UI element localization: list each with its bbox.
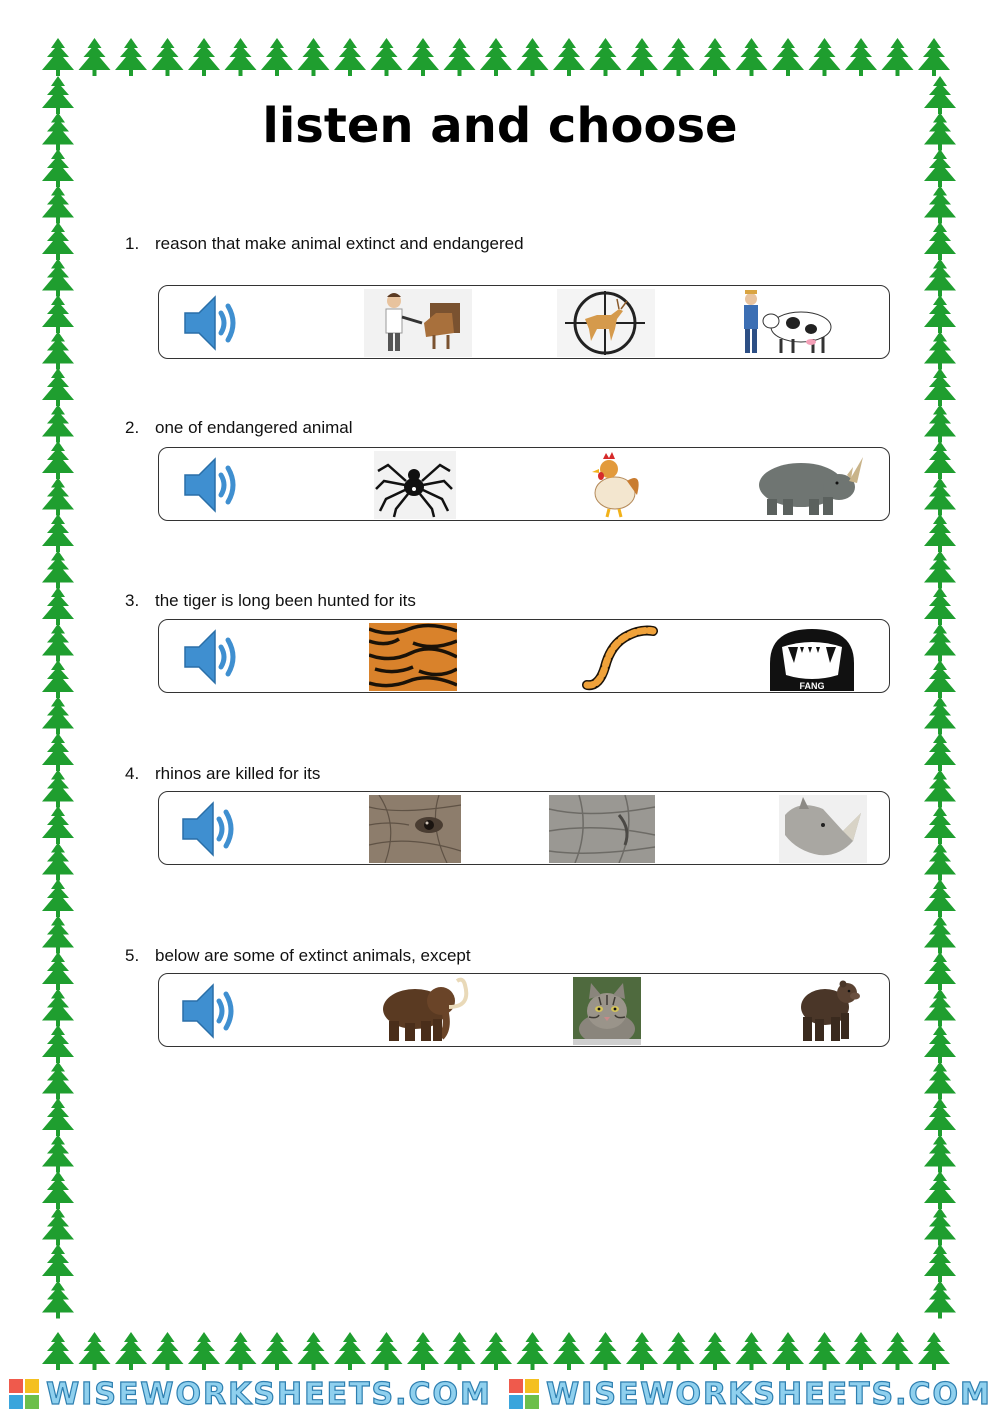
tree-icon: [924, 295, 956, 333]
tree-icon: [371, 38, 403, 76]
question-text: reason that make animal extinct and endangered: [155, 234, 524, 253]
tree-icon: [42, 624, 74, 662]
tree-icon: [42, 989, 74, 1027]
tree-icon: [924, 441, 956, 479]
speaker-icon[interactable]: [181, 453, 243, 517]
tree-icon: [924, 1208, 956, 1246]
tree-icon: [42, 441, 74, 479]
tree-icon: [407, 1332, 439, 1370]
question-number: 2.: [125, 418, 140, 437]
question-number: 5.: [125, 946, 140, 965]
tree-icon: [772, 1332, 804, 1370]
answer-row-2: [158, 447, 890, 521]
tree-icon: [225, 38, 257, 76]
tree-icon: [809, 38, 841, 76]
rhino-skin-picture[interactable]: [549, 795, 655, 863]
speaker-icon[interactable]: [181, 625, 243, 689]
hen-picture[interactable]: [587, 451, 643, 519]
tree-icon: [480, 1332, 512, 1370]
answer-row-5: [158, 973, 890, 1047]
tree-icon: [924, 405, 956, 443]
tree-icon: [42, 952, 74, 990]
tree-icon: [152, 1332, 184, 1370]
tree-icon: [42, 1025, 74, 1063]
tree-icon: [115, 1332, 147, 1370]
tree-icon: [924, 1025, 956, 1063]
tree-icon: [42, 1208, 74, 1246]
tree-icon: [42, 222, 74, 260]
brand-logo-icon: [8, 1378, 40, 1410]
tree-icon: [444, 1332, 476, 1370]
tree-icon: [42, 916, 74, 954]
question-3: [125, 591, 416, 611]
tree-icon: [845, 38, 877, 76]
tree-icon: [924, 514, 956, 552]
tree-icon: [924, 222, 956, 260]
footer-watermark: [0, 1375, 1000, 1413]
tree-icon: [924, 1171, 956, 1209]
tree-icon: [42, 1281, 74, 1319]
question-2: [125, 418, 353, 438]
tree-icon: [42, 405, 74, 443]
tree-icon: [42, 660, 74, 698]
tree-icon: [924, 149, 956, 187]
tree-icon: [42, 38, 74, 76]
tree-icon: [924, 1244, 956, 1282]
brand-text: WISEWORKSHEETS.COM: [546, 1376, 992, 1412]
tree-icon: [42, 295, 74, 333]
tree-icon: [845, 1332, 877, 1370]
question-text: the tiger is long been hunted for its: [155, 591, 416, 610]
tree-icon: [42, 770, 74, 808]
footer-brand: [8, 1377, 492, 1412]
tree-icon: [924, 368, 956, 406]
tree-icon: [918, 38, 950, 76]
tree-icon: [736, 1332, 768, 1370]
tree-icon: [261, 1332, 293, 1370]
tree-icon: [924, 806, 956, 844]
vet-with-animal-picture[interactable]: [364, 289, 472, 357]
tree-icon: [736, 38, 768, 76]
question-text: rhinos are killed for its: [155, 764, 321, 783]
tree-icon: [626, 38, 658, 76]
tree-icon: [924, 879, 956, 917]
tree-icon: [42, 843, 74, 881]
tree-icon: [42, 514, 74, 552]
tree-icon: [42, 1098, 74, 1136]
tree-icon: [924, 587, 956, 625]
tree-icon: [42, 186, 74, 224]
cat-picture[interactable]: [573, 977, 641, 1045]
tree-icon: [298, 38, 330, 76]
tree-icon: [924, 1062, 956, 1100]
footer-brand: [508, 1377, 992, 1412]
question-1: [125, 234, 524, 254]
bear-picture[interactable]: [785, 977, 861, 1045]
tree-icon: [42, 368, 74, 406]
tree-icon: [444, 38, 476, 76]
question-text: below are some of extinct animals, except: [155, 946, 471, 965]
tree-icon: [42, 1171, 74, 1209]
tree-icon: [924, 1281, 956, 1319]
tree-icon: [772, 38, 804, 76]
page-title: listen and choose: [262, 98, 738, 154]
question-number: 4.: [125, 764, 140, 783]
tree-icon: [42, 697, 74, 735]
answer-row-1: [158, 285, 890, 359]
tree-icon: [924, 478, 956, 516]
spider-picture[interactable]: [374, 451, 456, 519]
fangs-picture[interactable]: [766, 623, 858, 691]
fang-label: FANG: [799, 681, 825, 691]
tree-icon: [626, 1332, 658, 1370]
tree-icon: [924, 989, 956, 1027]
tree-icon: [924, 1098, 956, 1136]
tree-icon: [225, 1332, 257, 1370]
tree-icon: [590, 1332, 622, 1370]
tree-icon: [924, 916, 956, 954]
tree-icon: [924, 770, 956, 808]
tree-icon: [42, 879, 74, 917]
tiger-tail-picture[interactable]: [579, 623, 659, 691]
tree-icon: [809, 1332, 841, 1370]
tree-icon: [42, 1135, 74, 1173]
rhino-picture[interactable]: [751, 451, 867, 519]
tree-icon: [924, 551, 956, 589]
answer-row-4: [158, 791, 890, 865]
tree-icon: [924, 733, 956, 771]
question-4: [125, 764, 320, 784]
tree-icon: [924, 1135, 956, 1173]
question-number: 3.: [125, 591, 140, 610]
tree-icon: [480, 38, 512, 76]
tree-icon: [590, 38, 622, 76]
tree-icon: [42, 1244, 74, 1282]
tree-icon: [42, 332, 74, 370]
tree-icon: [663, 38, 695, 76]
brand-text: WISEWORKSHEETS.COM: [46, 1376, 492, 1412]
tree-icon: [699, 38, 731, 76]
tree-icon: [261, 38, 293, 76]
answer-row-3: [158, 619, 890, 693]
tree-icon: [371, 1332, 403, 1370]
tree-icon: [924, 332, 956, 370]
tree-icon: [699, 1332, 731, 1370]
tree-icon: [188, 38, 220, 76]
tree-icon: [663, 1332, 695, 1370]
tree-icon: [924, 259, 956, 297]
brand-logo-icon: [508, 1378, 540, 1410]
question-number: 1.: [125, 234, 140, 253]
tree-icon: [42, 478, 74, 516]
speaker-icon[interactable]: [179, 979, 241, 1043]
speaker-icon[interactable]: [179, 797, 241, 861]
tree-icon: [42, 149, 74, 187]
tree-icon: [517, 38, 549, 76]
tree-icon: [79, 38, 111, 76]
rhino-horn-picture[interactable]: [779, 795, 867, 863]
tree-icon: [553, 1332, 585, 1370]
tree-icon: [42, 806, 74, 844]
tree-icon: [924, 660, 956, 698]
tree-icon: [42, 587, 74, 625]
tree-icon: [882, 1332, 914, 1370]
rhino-eye-picture[interactable]: [369, 795, 461, 863]
tree-icon: [42, 551, 74, 589]
tree-icon: [924, 843, 956, 881]
tree-icon: [42, 259, 74, 297]
question-5: [125, 946, 471, 966]
tree-icon: [334, 38, 366, 76]
tree-icon: [918, 1332, 950, 1370]
tree-icon: [517, 1332, 549, 1370]
tree-icon: [407, 38, 439, 76]
tree-icon: [924, 952, 956, 990]
tree-icon: [334, 1332, 366, 1370]
tiger-skin-picture[interactable]: [369, 623, 457, 691]
tree-icon: [924, 697, 956, 735]
tree-icon: [188, 1332, 220, 1370]
mammoth-picture[interactable]: [375, 977, 471, 1045]
tree-icon: [42, 733, 74, 771]
tree-icon: [553, 38, 585, 76]
tree-icon: [115, 38, 147, 76]
tree-icon: [882, 38, 914, 76]
question-text: one of endangered animal: [155, 418, 353, 437]
tree-icon: [42, 1332, 74, 1370]
tree-icon: [42, 1062, 74, 1100]
speaker-icon[interactable]: [181, 291, 243, 355]
tree-icon: [924, 186, 956, 224]
tree-icon: [924, 624, 956, 662]
tree-icon: [152, 38, 184, 76]
hunting-crosshair-deer-picture[interactable]: [557, 289, 655, 357]
tree-icon: [298, 1332, 330, 1370]
tree-icon: [79, 1332, 111, 1370]
farmer-with-cow-picture[interactable]: [741, 289, 837, 357]
